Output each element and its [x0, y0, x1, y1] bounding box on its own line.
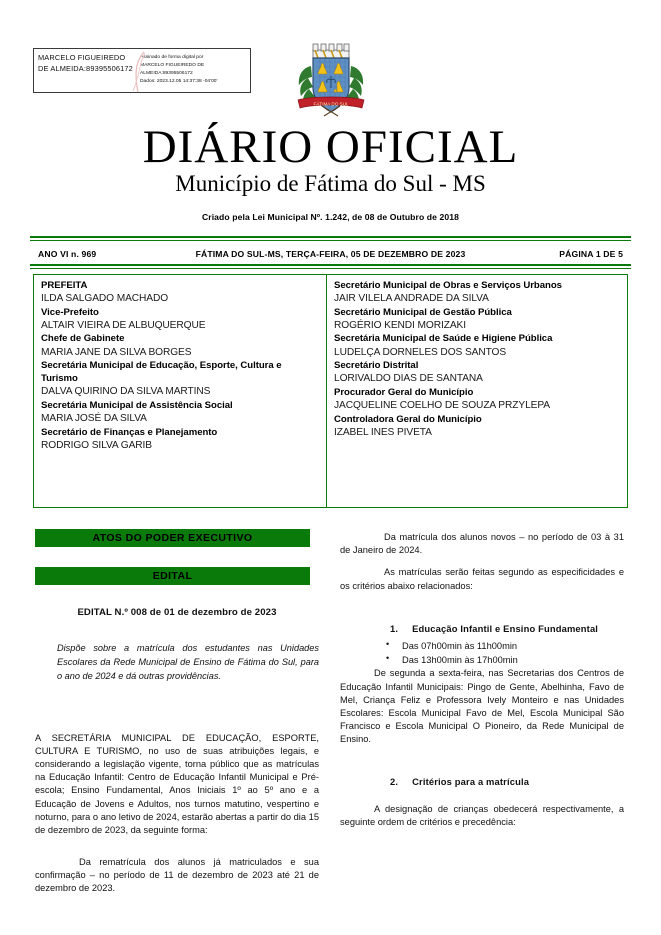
- page-subtitle: Município de Fátima do Sul - MS: [175, 171, 486, 196]
- crest-ribbon-text: FÁTIMA DO SUL: [313, 101, 348, 107]
- list-item: • Das 07h00min às 11h00min: [402, 639, 624, 653]
- body-paragraph-6: A designação de crianças obedecerá respectivamente, a seguinte ordem de critérios e precedência:: [340, 803, 624, 827]
- edital-number-title: EDITAL N.º 008 de 01 de dezembro de 2023: [77, 607, 277, 618]
- body-column-right: [340, 531, 624, 838]
- signature-detail-line-1: Assinado de forma digital por: [140, 55, 204, 60]
- official-name: ROGÉRIO KENDI MORIZAKI: [334, 319, 466, 331]
- body-paragraph-2: Da rematrícula dos alunos já matriculados e sua confirmação – no período de 11 de dezembro de 2023 até 21 de dezembro de 2023.: [35, 857, 319, 894]
- section-heading-1: [340, 622, 624, 635]
- official-role: Secretário Distrital: [334, 360, 419, 372]
- signature-detail-line-2: MARCELO FIGUEIREDO DE: [140, 62, 205, 68]
- section-number: 2.: [390, 776, 399, 788]
- signature-detail-line-3: ALMEIDA:89395506172: [140, 70, 193, 76]
- official-role: Controladora Geral do Município: [334, 413, 482, 425]
- official-role: Chefe de Gabinete: [41, 333, 125, 345]
- official-role: Secretário de Finanças e Planejamento: [41, 426, 218, 438]
- official-role: Secretário Municipal de Gestão Pública: [334, 306, 512, 318]
- official-name: MARIA JANE DA SILVA BORGES: [41, 346, 192, 358]
- signature-details: [136, 49, 250, 92]
- issue-city-date: FÁTIMA DO SUL-MS, TERÇA-FEIRA, 05 DE DEZEMBRO DE 2023: [195, 249, 466, 259]
- divider-bottom-thin: [30, 268, 631, 269]
- section-title: Critérios para a matrícula: [412, 776, 530, 788]
- official-name: ALTAIR VIEIRA DE ALBUQUERQUE: [41, 319, 206, 331]
- issue-info-bar: [30, 244, 631, 264]
- official-name: ILDA SALGADO MACHADO: [41, 293, 169, 305]
- signature-detail-line-4: Dados: 2023.12.05 14:37:38 -04'00': [140, 78, 218, 84]
- coat-of-arms-icon: [294, 36, 368, 122]
- page-title: DIÁRIO OFICIAL: [142, 121, 519, 173]
- official-name: MARIA JOSÉ DA SILVA: [41, 413, 147, 425]
- page-indicator: PÁGINA 1 DE 5: [559, 249, 623, 259]
- official-name: JAIR VILELA ANDRADE DA SILVA: [334, 293, 489, 305]
- issue-year-number: ANO VI n. 969: [38, 249, 97, 259]
- creation-law-line: Criado pela Lei Municipal Nº. 1.242, de 08 de Outubro de 2018: [201, 212, 460, 222]
- signature-name: MARCELO FIGUEIREDO DE ALMEIDA:89395506172: [38, 53, 133, 73]
- official-role: Secretária Municipal de Assistência Social: [41, 399, 233, 411]
- body-paragraph-3: Da matrícula dos alunos novos – no período de 03 à 31 de Janeiro de 2024.: [340, 532, 624, 556]
- divider-bottom-thick: [30, 264, 631, 266]
- section-banner-edital: EDITAL: [35, 567, 310, 585]
- official-role: Vice-Prefeito: [41, 306, 99, 318]
- official-name: DALVA QUIRINO DA SILVA MARTINS: [41, 386, 211, 398]
- officials-column-right: [327, 275, 627, 507]
- officials-box: [33, 274, 628, 508]
- official-name: LORIVALDO DIAS DE SANTANA: [334, 373, 483, 385]
- body-paragraph-4: As matrículas serão feitas segundo as especificidades e os critérios abaixo relacionados:: [340, 567, 624, 591]
- body-column-left: [35, 606, 319, 905]
- officials-column-left: [34, 275, 327, 507]
- official-role: Secretária Municipal de Saúde e Higiene Pública: [334, 333, 553, 345]
- divider-top-thick: [30, 236, 631, 238]
- official-role: Procurador Geral do Município: [334, 386, 474, 398]
- section-number: 1.: [390, 622, 399, 634]
- edital-ementa: Dispõe sobre a matrícula dos estudantes nas Unidades Escolares da Rede Municipal de Ensino de Fátima do Sul, para o ano de 2024 e dá outras providências.: [57, 642, 319, 681]
- section-banner-atos-poder-executivo: ATOS DO PODER EXECUTIVO: [35, 529, 310, 547]
- section-heading-2: [340, 775, 624, 788]
- list-item: • Das 13h00min às 17h00min: [402, 653, 624, 667]
- official-role: Secretária Municipal de Educação, Esporte, Cultura e Turismo: [41, 360, 282, 385]
- official-name: LUDELÇA DORNELES DOS SANTOS: [334, 346, 507, 358]
- schedule-bullet-list: [340, 639, 624, 667]
- official-name: JACQUELINE COELHO DE SOUZA PRZYLEPA: [334, 399, 550, 411]
- official-role: PREFEITA: [41, 280, 88, 291]
- divider-top-thin: [30, 240, 631, 241]
- digital-signature-stamp: [33, 48, 251, 93]
- official-name: IZABEL INES PIVETA: [334, 426, 432, 438]
- body-paragraph-1: A SECRETÁRIA MUNICIPAL DE EDUCAÇÃO, ESPORTE, CULTURA E TURISMO, no uso de suas atribuições legais, e considerando a legislação vigente, torna público que as matrículas na Educação Infantil: Centro de Educação Infantil Municipal e Pré-escola; Ensino Fundamental, Anos Iniciais 1º ao 5º ano e a Educação de Jovens e Adultos, nos turnos matutino, vespertino e noturno, para o ano letivo de 2024, estarão abertas a partir do dia 15 de dezembro de 2023, da seguinte forma:: [35, 732, 319, 835]
- official-role: Secretário Municipal de Obras e Serviços Urbanos: [334, 280, 562, 291]
- section-title: Educação Infantil e Ensino Fundamental: [412, 622, 599, 634]
- body-paragraph-5: De segunda a sexta-feira, nas Secretarias dos Centros de Educação Infantil Municipais: Pingo de Gente, Abelhinha, Favo de Mel, Criança Feliz e Professora Ively Monteiro e nas Unidades Escolares: Escola Municipal Favo de Mel, Escola Municipal São Francisco e Escola Municipal O Pioneiro, da Rede Municipal de Ensino.: [340, 668, 624, 745]
- official-name: RODRIGO SILVA GARIB: [41, 439, 152, 451]
